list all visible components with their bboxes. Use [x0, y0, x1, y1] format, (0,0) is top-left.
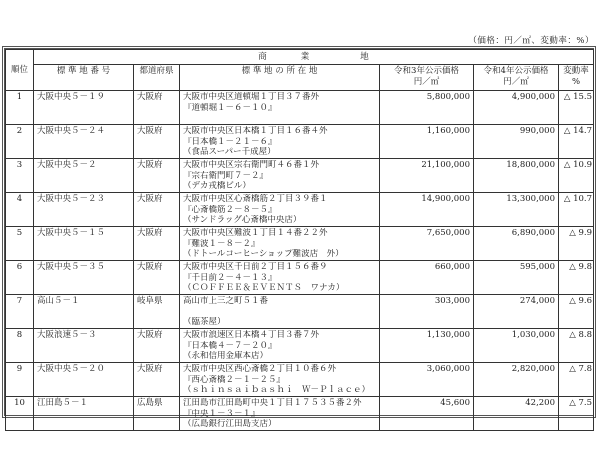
rank-cell: 3	[6, 159, 34, 193]
rank-cell: 2	[6, 125, 34, 159]
table-row	[6, 91, 594, 125]
address-line: 大阪市浪速区日本橋４丁目３番７外	[183, 330, 320, 340]
price-r4-cell: 274,000	[474, 295, 559, 329]
address-building: （広島銀行江田島支店）	[183, 419, 277, 429]
price-r3-cell: 21,100,000	[380, 159, 474, 193]
change-cell: △ 7.8	[559, 363, 594, 397]
address-block: 『難波１－８－２』	[183, 238, 260, 249]
prefecture-cell: 大阪府	[134, 363, 180, 397]
change-cell: △ 9.8	[559, 261, 594, 295]
price-r3-cell: 14,900,000	[380, 193, 474, 227]
change-cell: △ 14.7	[559, 125, 594, 159]
header-address: 標 準 地 の 所 在 地	[180, 65, 380, 91]
prefecture-cell: 大阪府	[134, 91, 180, 125]
address-block: 『道頓堀１－６－１０』	[183, 102, 277, 113]
address-block: 『心斎橋筋２－８－５』	[183, 204, 277, 215]
change-cell: △ 10.7	[559, 193, 594, 227]
prefecture-cell: 広島県	[134, 397, 180, 431]
address-building	[183, 113, 376, 124]
number-cell: 大阪中央５－１５	[34, 227, 134, 261]
change-cell: △ 7.5	[559, 397, 594, 431]
address-building: （臨茶屋）	[183, 317, 226, 327]
table-row	[6, 363, 594, 397]
table-row	[6, 397, 594, 431]
prefecture-cell: 大阪府	[134, 159, 180, 193]
address-block: 『日本橋４－７－２０』	[183, 340, 277, 351]
address-line: 大阪市中央区道頓堀１丁目３７番外	[183, 92, 320, 102]
number-cell: 大阪中央５－２０	[34, 363, 134, 397]
price-r3-cell: 3,060,000	[380, 363, 474, 397]
price-r3-cell: 303,000	[380, 295, 474, 329]
address-cell	[180, 363, 380, 397]
price-r4-cell: 2,820,000	[474, 363, 559, 397]
address-block: 『千日前２－４－１３』	[183, 272, 277, 283]
header-commercial-land: 商 業 地	[34, 50, 594, 65]
header-rank: 順位	[6, 50, 34, 91]
number-cell: 大阪浪速５－３	[34, 329, 134, 363]
table-row	[6, 193, 594, 227]
address-building: （デカ戎橋ビル）	[183, 181, 251, 191]
rank-cell: 10	[6, 397, 34, 431]
address-line: 高山市上三之町５１番	[183, 296, 269, 306]
price-r3-cell: 1,130,000	[380, 329, 474, 363]
address-line: 大阪市中央区心斎橋筋２丁目３９番１	[183, 194, 328, 204]
rank-cell: 1	[6, 91, 34, 125]
address-line: 大阪市中央区日本橋１丁目１６番４外	[183, 126, 328, 136]
address-building: （永和信用金庫本店）	[183, 351, 269, 361]
price-r4-cell: 13,300,000	[474, 193, 559, 227]
address-cell	[180, 159, 380, 193]
address-block: 『中央１－３－１』	[183, 408, 260, 419]
address-line: 大阪市中央区西心斎橋２丁目１０番６外	[183, 364, 337, 374]
rank-cell: 6	[6, 261, 34, 295]
price-r4-cell: 1,030,000	[474, 329, 559, 363]
number-cell: 江田島５－１	[34, 397, 134, 431]
address-line: 江田島市江田島町中央１丁目１７５３５番２外	[183, 398, 362, 408]
address-line: 大阪市中央区千日前２丁目１５６番９	[183, 262, 328, 272]
table-row	[6, 261, 594, 295]
price-r4-cell: 990,000	[474, 125, 559, 159]
rank-cell: 8	[6, 329, 34, 363]
address-cell	[180, 125, 380, 159]
address-cell	[180, 193, 380, 227]
number-cell: 大阪中央５－１９	[34, 91, 134, 125]
address-building: （食品スーパー千成屋）	[183, 147, 276, 157]
prefecture-cell: 大阪府	[134, 125, 180, 159]
price-r3-cell: 45,600	[380, 397, 474, 431]
change-cell: △ 10.9	[559, 159, 594, 193]
header-number: 標 準 地 番 号	[34, 65, 134, 91]
address-block: 『西心斎橋２－１－２５』	[183, 374, 286, 385]
address-cell	[180, 91, 380, 125]
price-r4-cell: 595,000	[474, 261, 559, 295]
table-row	[6, 227, 594, 261]
address-building: （ｓｈｉｎｓａｉｂａｓｈｉ Ｗ－Ｐｌａｃｅ）	[183, 385, 371, 395]
change-cell: △ 9.9	[559, 227, 594, 261]
address-cell	[180, 397, 380, 431]
table-row	[6, 329, 594, 363]
table-row	[6, 159, 594, 193]
change-cell: △ 15.5	[559, 91, 594, 125]
address-building: （サンドラッグ心斎橋中央店）	[183, 215, 302, 225]
header-change: 変動率 %	[559, 65, 594, 91]
header-price-r3: 令和3年公示価格 円／㎡	[380, 65, 474, 91]
price-r4-cell: 4,900,000	[474, 91, 559, 125]
header-prefecture: 都道府県	[134, 65, 180, 91]
number-cell: 高山５－１	[34, 295, 134, 329]
address-line: 大阪市中央区難波１丁目１４番２２外	[183, 228, 328, 238]
price-r4-cell: 42,200	[474, 397, 559, 431]
prefecture-cell: 大阪府	[134, 329, 180, 363]
address-building: （ドトールコーヒーショップ難波店 外）	[183, 249, 344, 259]
number-cell: 大阪中央５－３５	[34, 261, 134, 295]
price-r4-cell: 6,890,000	[474, 227, 559, 261]
prefecture-cell: 大阪府	[134, 227, 180, 261]
rank-cell: 9	[6, 363, 34, 397]
unit-note: （価格：円／㎡、変動率：%）	[468, 36, 594, 46]
address-building: （ＣＯＦＦＥＥ＆ＥＶＥＮＴＳ ワナカ）	[183, 283, 345, 293]
prefecture-cell: 岐阜県	[134, 295, 180, 329]
address-block	[183, 307, 376, 318]
number-cell: 大阪中央５－２	[34, 159, 134, 193]
price-r3-cell: 7,650,000	[380, 227, 474, 261]
address-cell	[180, 261, 380, 295]
number-cell: 大阪中央５－２３	[34, 193, 134, 227]
address-cell	[180, 329, 380, 363]
header-price-r4: 令和4年公示価格 円／㎡	[474, 65, 559, 91]
rank-cell: 4	[6, 193, 34, 227]
rank-cell: 5	[6, 227, 34, 261]
land-price-table	[2, 46, 596, 429]
address-cell	[180, 295, 380, 329]
change-cell: △ 8.8	[559, 329, 594, 363]
address-block: 『日本橋１－２１－６』	[183, 136, 277, 147]
price-r3-cell: 1,160,000	[380, 125, 474, 159]
price-r3-cell: 660,000	[380, 261, 474, 295]
price-r3-cell: 5,800,000	[380, 91, 474, 125]
prefecture-cell: 大阪府	[134, 261, 180, 295]
address-block: 『宗右衛門町７－２』	[183, 170, 269, 181]
number-cell: 大阪中央５－２４	[34, 125, 134, 159]
change-cell: △ 9.6	[559, 295, 594, 329]
prefecture-cell: 大阪府	[134, 193, 180, 227]
table-row	[6, 295, 594, 329]
address-cell	[180, 227, 380, 261]
rank-cell: 7	[6, 295, 34, 329]
price-r4-cell: 18,800,000	[474, 159, 559, 193]
address-line: 大阪市中央区宗右衛門町４６番１外	[183, 160, 320, 170]
table-row	[6, 125, 594, 159]
